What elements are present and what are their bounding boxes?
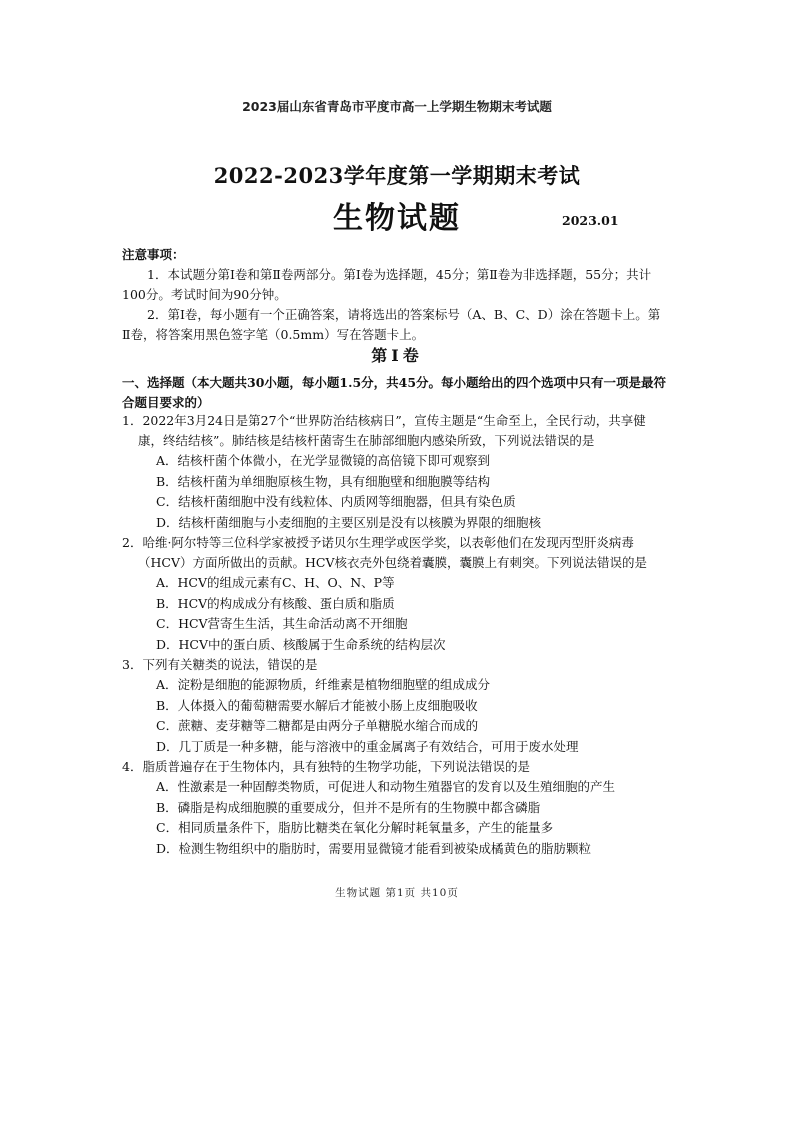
question-stem: 4．脂质普遍存在于生物体内，具有独特的生物学功能，下列说法错误的是 <box>122 759 530 774</box>
document-top-title: 2023届山东省青岛市平度市高一上学期生物期末考试题 <box>242 99 552 114</box>
option-c: C．相同质量条件下，脂肪比糖类在氧化分解时耗氧量多，产生的能量多 <box>156 820 554 835</box>
section-mark: 第Ⅰ卷 <box>371 346 423 365</box>
question-4 <box>122 757 667 859</box>
page-footer: 生物试题 第1页 共10页 <box>335 887 459 899</box>
question-1 <box>122 411 667 533</box>
option-b: B．人体摄入的葡萄糖需要水解后才能被小肠上皮细胞吸收 <box>156 697 478 713</box>
exam-date: 2023.01 <box>562 213 619 228</box>
option-c: C．蔗糖、麦芽糖等二糖都是由两分子单糖脱水缩合而成的 <box>156 718 479 733</box>
question-stem: 2．哈维·阿尔特等三位科学家被授予诺贝尔生理学或医学奖，以表彰他们在发现丙型肝炎病毒（HCV）方面所做出的贡献。HCV核衣壳外包绕着囊膜，囊膜上有刺突。下列说法错误的是 <box>122 535 647 570</box>
option-d: D．结核杆菌细胞与小麦细胞的主要区别是没有以核膜为界限的细胞核 <box>156 514 542 530</box>
section-heading: 一、选择题（本大题共30小题，每小题1.5分，共45分。每小题给出的四个选项中只有一项是最符合题目要求的） <box>122 375 667 410</box>
option-a: A．淀粉是细胞的能源物质，纤维素是植物细胞壁的组成成分 <box>156 677 491 692</box>
notes-heading: 注意事项： <box>122 247 185 262</box>
question-3 <box>122 655 667 757</box>
question-2 <box>122 533 667 655</box>
exam-title: 2022-2023学年度第一学期期末考试 <box>213 163 581 188</box>
option-b: B．磷脂是构成细胞膜的重要成分，但并不是所有的生物膜中都含磷脂 <box>156 799 541 815</box>
notes-item: 2．第Ⅰ卷，每小题有一个正确答案，请将选出的答案标号（A、B、C、D）涂在答题卡上。第Ⅱ卷，将答案用黑色签字笔（0.5mm）写在答题卡上。 <box>122 307 661 342</box>
option-d: D．几丁质是一种多糖，能与溶液中的重金属离子有效结合，可用于废水处理 <box>156 738 579 754</box>
question-stem: 1．2022年3月24日是第27个“世界防治结核病日”，宣传主题是“生命至上，全民行动，共享健康，终结结核”。肺结核是结核杆菌寄生在肺部细胞内感染所致，下列说法错误的是 <box>122 413 646 448</box>
option-b: B．HCV的构成成分有核酸、蛋白质和脂质 <box>156 595 395 611</box>
option-a: A．结核杆菌个体微小，在光学显微镜的高倍镜下即可观察到 <box>156 453 491 468</box>
option-c: C．HCV营寄生生活，其生命活动离不开细胞 <box>156 616 408 631</box>
option-d: D．检测生物组织中的脂肪时，需要用显微镜才能看到被染成橘黄色的脂肪颗粒 <box>156 840 592 856</box>
option-a: A．HCV的组成元素有C、H、O、N、P等 <box>156 575 395 590</box>
option-c: C．结核杆菌细胞中没有线粒体、内质网等细胞器，但具有染色质 <box>156 494 516 509</box>
question-list <box>122 411 667 859</box>
option-a: A．性激素是一种固醇类物质，可促进人和动物生殖器官的发育以及生殖细胞的产生 <box>156 779 616 794</box>
notes-block <box>122 245 667 345</box>
option-d: D．HCV中的蛋白质、核酸属于生命系统的结构层次 <box>156 636 446 652</box>
notes-item: 1．本试题分第Ⅰ卷和第Ⅱ卷两部分。第Ⅰ卷为选择题，45分；第Ⅱ卷为非选择题，55分；共计100分。考试时间为90分钟。 <box>122 267 652 302</box>
question-stem: 3．下列有关糖类的说法，错误的是 <box>122 657 318 672</box>
subject-title: 生物试题 <box>333 201 461 236</box>
option-b: B．结核杆菌为单细胞原核生物，具有细胞壁和细胞膜等结构 <box>156 473 491 489</box>
